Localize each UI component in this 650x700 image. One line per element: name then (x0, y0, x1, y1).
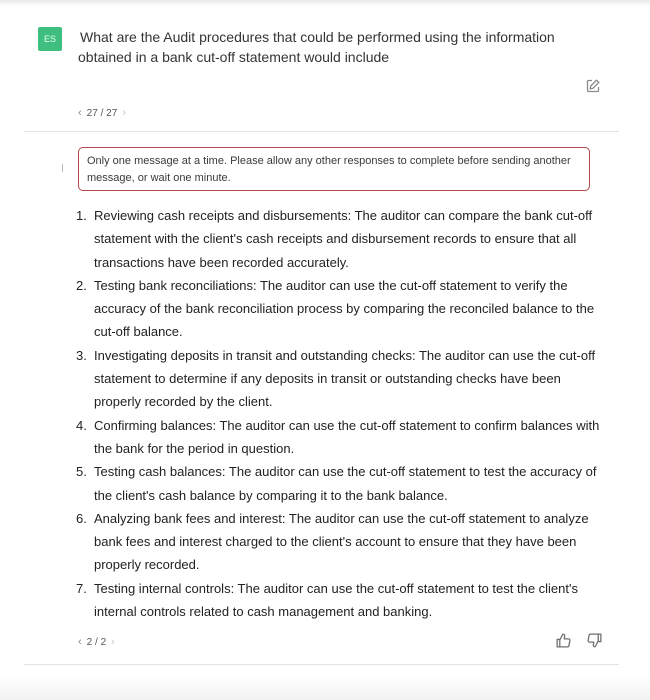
assistant-indicator (62, 164, 63, 172)
next-version-button[interactable]: › (122, 107, 126, 119)
list-item: 1. Reviewing cash receipts and disbursements: The auditor can compare the bank cut-off statement with the client's cash receipts and disbursement records to ensure that all transactions have been recorded accurately. (76, 208, 593, 270)
answer-list (76, 204, 606, 623)
list-item: 5. Testing cash balances: The auditor can use the cut-off statement to test the accuracy of the client's cash balance by comparing it to the bank balance. (76, 464, 597, 503)
user-message-pager (78, 107, 126, 119)
bottom-shadow (0, 676, 650, 700)
feedback-buttons (555, 632, 603, 654)
previous-response-button[interactable]: ‹ (78, 636, 82, 648)
rate-limit-notice-text: Only one message at a time. Please allow any other responses to complete before sending another message, or wait one minute. (87, 155, 571, 184)
list-item: 4. Confirming balances: The auditor can use the cut-off statement to confirm balances with the bank for the period in question. (76, 417, 600, 456)
user-avatar: ES (38, 27, 62, 51)
rate-limit-notice (78, 147, 590, 191)
next-response-button[interactable]: › (111, 636, 115, 648)
message-divider (24, 131, 619, 132)
list-item: 3. Investigating deposits in transit and outstanding checks: The auditor can use the cut-off statement to determine if any deposits in transit or outstanding checks have been properly recorded by the client. (76, 347, 596, 410)
previous-version-button[interactable]: ‹ (78, 107, 82, 119)
edit-icon[interactable] (585, 78, 601, 94)
list-item: 6. Analyzing bank fees and interest: The auditor can use the cut-off statement to analyze bank fees and interest charged to the client's account to ensure that they have been properly recorded. (76, 510, 589, 573)
thumbs-down-icon[interactable] (586, 632, 603, 654)
list-item: 2. Testing bank reconciliations: The auditor can use the cut-off statement to verify the accuracy of the bank reconciliation process by comparing the reconciled balance to the cut-off balance. (76, 277, 595, 340)
response-counter: 2 / 2 (86, 636, 107, 648)
user-question-text: What are the Audit procedures that could be performed using the information obtained in a bank cut-off statement would include (78, 29, 555, 65)
thumbs-up-icon[interactable] (555, 632, 572, 654)
message-divider (24, 664, 619, 665)
user-message (0, 0, 650, 132)
assistant-message-pager (78, 636, 115, 648)
version-counter: 27 / 27 (86, 107, 118, 119)
list-item: 7. Testing internal controls: The auditor can use the cut-off statement to test the client's internal controls related to cash management and banking. (76, 580, 578, 620)
